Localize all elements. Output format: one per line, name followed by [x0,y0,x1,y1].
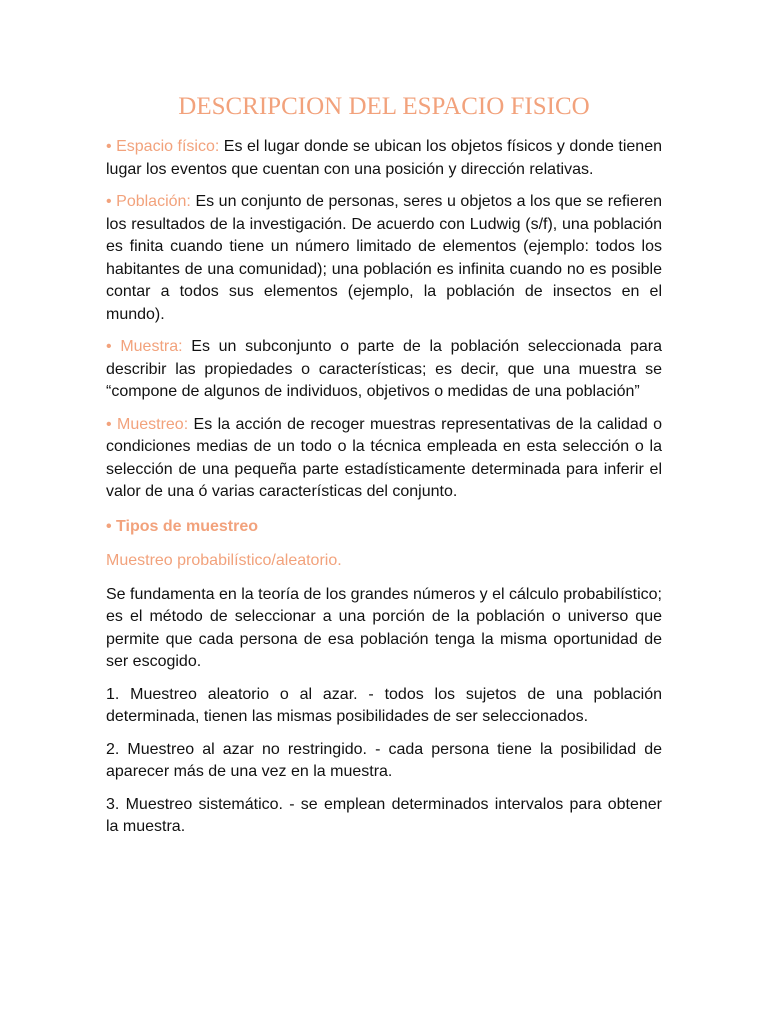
definition-poblacion: Es un conjunto de personas, seres u objetos a los que se refieren los resultados de la investigación. De acuerdo con Ludwig (s/f), una población es finita cuando tiene un número limitado de elementos (ejemplo: todos los habitantes de una comunidad); una población es infinita cuando no es posible contar a todos sus elementos (ejemplo, la población de insectos en el mundo). [106,193,663,323]
term-poblacion: • Población: [106,193,191,210]
term-espacio-fisico: • Espacio físico: [106,138,220,155]
list-item-3: 3. Muestreo sistemático. - se emplean determinados intervalos para obtener la muestra. [106,795,662,835]
list-item-1: 1. Muestreo aleatorio o al azar. - todos los sujetos de una población determinada, tienen las mismas posibilidades de ser seleccionados. [106,685,662,725]
subheading-probabilistico: Muestreo probabilístico/aleatorio. [106,551,342,569]
paragraph-muestreo [106,414,662,504]
page-title: DESCRIPCION DEL ESPACIO FISICO [178,93,590,120]
paragraph-espacio-fisico [106,136,662,181]
section-heading-tipos: • Tipos de muestreo [106,517,259,535]
list-item-2: 2. Muestreo al azar no restringido. - cada persona tiene la posibilidad de aparecer más de una vez en la muestra. [106,740,662,780]
term-muestreo: • Muestreo: [106,415,189,433]
paragraph-muestra [106,336,662,404]
definition-muestreo: Es la acción de recoger muestras representativas de la calidad o condiciones medias de un todo o la técnica empleada en esta selección o la selección de una pequeña parte estadísticamente determinada para inferir el valor de una ó varias características del conjunto. [106,415,663,500]
paragraph-poblacion [106,191,662,326]
paragraph-intro: Se fundamenta en la teoría de los grandes números y el cálculo probabilístico; es el método de seleccionar a una porción de la población o universo que permite que cada persona de esa población tenga la misma oportunidad de ser escogido. [106,585,662,670]
term-muestra: • Muestra: [106,338,183,355]
definition-muestra: Es un subconjunto o parte de la población seleccionada para describir las propiedades o características; es decir, que una muestra se “compone de algunos de individuos, objetivos o medidas de una población” [106,338,662,400]
definition-espacio-fisico: Es el lugar donde se ubican los objetos físicos y donde tienen lugar los eventos que cuentan con una posición y dirección relativas. [106,138,663,178]
